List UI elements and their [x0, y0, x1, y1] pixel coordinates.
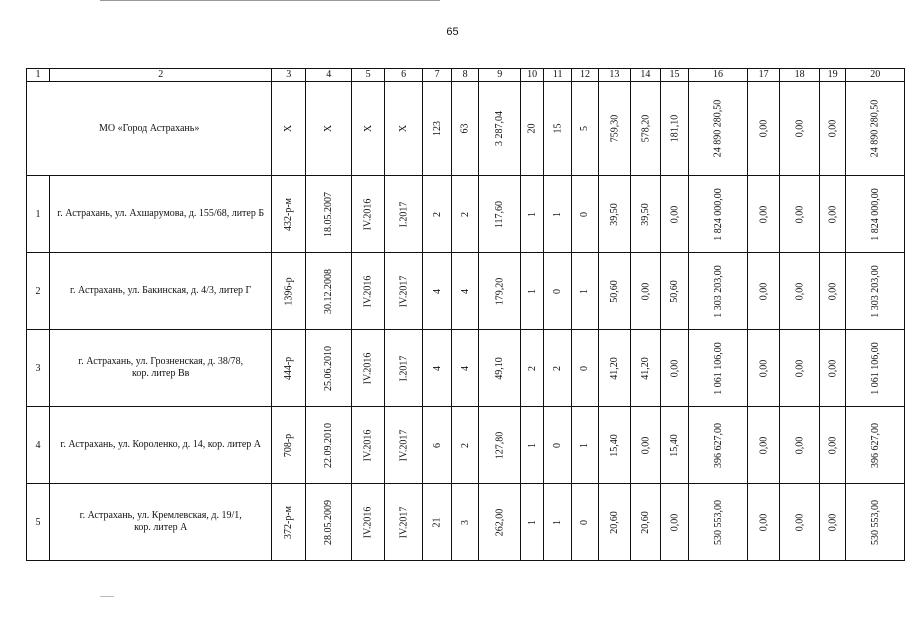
table-cell: 127,80	[479, 407, 521, 484]
column-number: 16	[689, 69, 748, 82]
table-cell: 2	[451, 176, 478, 253]
table-cell: 1	[572, 253, 598, 330]
table-cell: 0,00	[747, 484, 780, 561]
table-cell: 0,00	[780, 253, 819, 330]
table-cell: 0,00	[819, 330, 846, 407]
table-cell: 181,10	[660, 82, 689, 176]
table-cell: 20,60	[630, 484, 660, 561]
table-cell: I.2017	[385, 330, 423, 407]
table-cell: 1 824 000,00	[846, 176, 905, 253]
table-cell: 24 890 280,50	[846, 82, 905, 176]
table-cell: 50,60	[598, 253, 630, 330]
table-cell: 0,00	[660, 330, 689, 407]
table-cell: 1	[521, 253, 544, 330]
table-cell: X	[306, 82, 352, 176]
table-cell: 0	[572, 484, 598, 561]
column-number: 19	[819, 69, 846, 82]
table-cell: 396 627,00	[846, 407, 905, 484]
table-cell: 4	[423, 330, 452, 407]
table-cell: 123	[423, 82, 452, 176]
table-row	[27, 176, 905, 253]
table-cell: IV.2016	[352, 253, 385, 330]
table-cell: 372-р-м	[272, 484, 306, 561]
table-cell: 4	[423, 253, 452, 330]
column-number: 11	[544, 69, 572, 82]
table-cell: 28.05.2009	[306, 484, 352, 561]
column-number: 12	[572, 69, 598, 82]
summary-row	[27, 82, 905, 176]
table-cell: 3 287,04	[479, 82, 521, 176]
table-cell: 1 303 203,00	[846, 253, 905, 330]
column-number: 14	[630, 69, 660, 82]
table-cell: 41,20	[598, 330, 630, 407]
table-cell: 2	[544, 330, 572, 407]
table-cell: 0,00	[630, 253, 660, 330]
table-cell: I.2017	[385, 176, 423, 253]
table-cell: 262,00	[479, 484, 521, 561]
table-cell: 50,60	[660, 253, 689, 330]
column-number: 6	[385, 69, 423, 82]
top-rule	[100, 0, 440, 1]
table-cell: 432-р-м	[272, 176, 306, 253]
column-number: 8	[451, 69, 478, 82]
column-number: 3	[272, 69, 306, 82]
table-cell: 1396-р	[272, 253, 306, 330]
table-cell: IV.2017	[385, 407, 423, 484]
table-cell: 63	[451, 82, 478, 176]
table-cell: 0,00	[747, 407, 780, 484]
table-cell: 0	[544, 253, 572, 330]
table-cell: 2	[451, 407, 478, 484]
table-cell: 21	[423, 484, 452, 561]
table-cell: IV.2016	[352, 330, 385, 407]
column-number: 4	[306, 69, 352, 82]
address-cell: г. Астрахань, ул. Бакинская, д. 4/3, литер Г	[50, 253, 272, 330]
table-cell: 179,20	[479, 253, 521, 330]
row-number: 4	[27, 407, 50, 484]
table-cell: 39,50	[630, 176, 660, 253]
table-row	[27, 484, 905, 561]
table-cell: 24 890 280,50	[689, 82, 748, 176]
table-cell: 708-р	[272, 407, 306, 484]
table-cell: 0,00	[747, 82, 780, 176]
municipality-name: МО «Город Астрахань»	[27, 82, 272, 176]
table-cell: 49,10	[479, 330, 521, 407]
table-cell: IV.2017	[385, 253, 423, 330]
table-cell: 18.05.2007	[306, 176, 352, 253]
table-cell: 0,00	[780, 82, 819, 176]
table-cell: 1	[544, 176, 572, 253]
table-cell: 1 061 106,00	[846, 330, 905, 407]
column-number: 15	[660, 69, 689, 82]
address-cell: г. Астрахань, ул. Ахшарумова, д. 155/68, литер Б	[50, 176, 272, 253]
table-cell: 530 553,00	[689, 484, 748, 561]
column-number: 10	[521, 69, 544, 82]
table-cell: 0	[544, 407, 572, 484]
column-number: 18	[780, 69, 819, 82]
table-cell: 1 824 000,00	[689, 176, 748, 253]
address-cell: г. Астрахань, ул. Грозненская, д. 38/78, кор. литер Вв	[50, 330, 272, 407]
table-cell: 530 553,00	[846, 484, 905, 561]
table-cell: 0,00	[747, 253, 780, 330]
table-cell: 2	[521, 330, 544, 407]
table-cell: 22.09.2010	[306, 407, 352, 484]
column-number: 17	[747, 69, 780, 82]
table-row	[27, 407, 905, 484]
column-number: 20	[846, 69, 905, 82]
table-cell: 41,20	[630, 330, 660, 407]
table-cell: X	[272, 82, 306, 176]
table-cell: 0,00	[780, 176, 819, 253]
table-cell: 15,40	[660, 407, 689, 484]
table-cell: 0,00	[819, 176, 846, 253]
address-cell: г. Астрахань, ул. Короленко, д. 14, кор. литер А	[50, 407, 272, 484]
table-cell: IV.2016	[352, 484, 385, 561]
table-cell: 3	[451, 484, 478, 561]
table-cell: 2	[423, 176, 452, 253]
table-cell: 30.12.2008	[306, 253, 352, 330]
table-cell: 15,40	[598, 407, 630, 484]
table-cell: 0,00	[747, 176, 780, 253]
table-cell: 117,60	[479, 176, 521, 253]
table-cell: 5	[572, 82, 598, 176]
table-cell: IV.2017	[385, 484, 423, 561]
table-cell: 0,00	[780, 407, 819, 484]
table-cell: 1 061 106,00	[689, 330, 748, 407]
bottom-mark	[100, 596, 114, 597]
table-cell: 6	[423, 407, 452, 484]
table-cell: 0	[572, 176, 598, 253]
table-cell: 20,60	[598, 484, 630, 561]
table-cell: 25.06.2010	[306, 330, 352, 407]
table-cell: 0,00	[660, 484, 689, 561]
table-cell: 444-р	[272, 330, 306, 407]
column-number: 9	[479, 69, 521, 82]
table-cell: 1 303 203,00	[689, 253, 748, 330]
table-cell: 0	[572, 330, 598, 407]
column-number: 13	[598, 69, 630, 82]
table-cell: 0,00	[819, 407, 846, 484]
table-cell: 0,00	[747, 330, 780, 407]
table-cell: IV.2016	[352, 407, 385, 484]
table-row	[27, 330, 905, 407]
row-number: 3	[27, 330, 50, 407]
row-number: 5	[27, 484, 50, 561]
table-cell: 1	[521, 176, 544, 253]
address-cell: г. Астрахань, ул. Кремлевская, д. 19/1, кор. литер А	[50, 484, 272, 561]
table-cell: 0,00	[819, 253, 846, 330]
row-number: 2	[27, 253, 50, 330]
column-number: 2	[50, 69, 272, 82]
table-cell: 1	[572, 407, 598, 484]
table-cell: 20	[521, 82, 544, 176]
table-cell: 0,00	[780, 330, 819, 407]
page-number: 65	[446, 26, 459, 38]
column-number: 5	[352, 69, 385, 82]
table-cell: 4	[451, 330, 478, 407]
table-cell: 0,00	[819, 82, 846, 176]
table-cell: 1	[521, 484, 544, 561]
data-table	[26, 68, 905, 561]
table-cell: 4	[451, 253, 478, 330]
table-cell: 396 627,00	[689, 407, 748, 484]
table-cell: 39,50	[598, 176, 630, 253]
column-number-row	[27, 69, 905, 82]
table-cell: 578,20	[630, 82, 660, 176]
table-cell: 0,00	[819, 484, 846, 561]
table-cell: 0,00	[660, 176, 689, 253]
table-cell: X	[385, 82, 423, 176]
table-row	[27, 253, 905, 330]
table-cell: 759,30	[598, 82, 630, 176]
table-cell: 0,00	[630, 407, 660, 484]
table-cell: X	[352, 82, 385, 176]
table-cell: 1	[544, 484, 572, 561]
table-cell: IV.2016	[352, 176, 385, 253]
column-number: 7	[423, 69, 452, 82]
table-cell: 1	[521, 407, 544, 484]
table-cell: 0,00	[780, 484, 819, 561]
table-cell: 15	[544, 82, 572, 176]
row-number: 1	[27, 176, 50, 253]
column-number: 1	[27, 69, 50, 82]
